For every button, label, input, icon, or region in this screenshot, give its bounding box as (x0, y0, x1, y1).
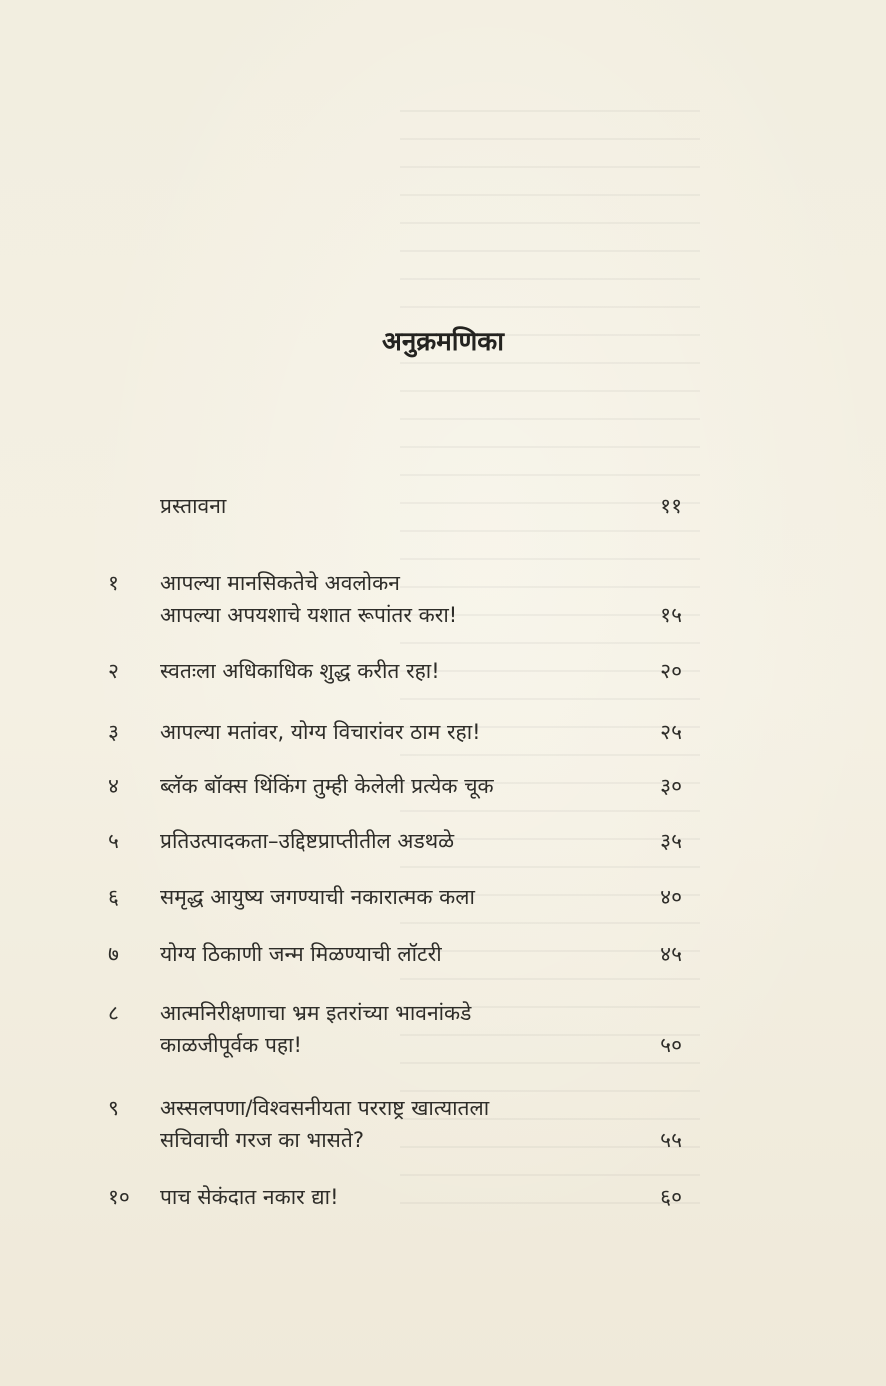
chapter-title-line: काळजीपूर्वक पहा! (160, 1033, 302, 1057)
chapter-title (160, 997, 620, 1061)
chapter-number: ६ (108, 885, 119, 909)
chapter-title (160, 825, 620, 857)
page-number: ३० (660, 774, 682, 798)
page-number: १५ (660, 603, 682, 627)
chapter-title-line: आपल्या मानसिकतेचे अवलोकन (160, 571, 400, 595)
chapter-title-line: ब्लॅक बॉक्स थिंकिंग तुम्ही केलेली प्रत्येक चूक (160, 774, 494, 798)
chapter-title (160, 716, 620, 748)
chapter-title (160, 1092, 620, 1156)
chapter-title-line: पाच सेकंदात नकार द्या! (160, 1185, 339, 1209)
chapter-title-line: आत्मनिरीक्षणाचा भ्रम इतरांच्या भावनांकडे (160, 1001, 472, 1025)
chapter-number: ८ (108, 1001, 119, 1025)
chapter-title-line: प्रस्तावना (160, 494, 227, 518)
chapter-title (160, 655, 620, 687)
page-title: अनुक्रमणिका (381, 327, 505, 357)
chapter-number: १ (108, 571, 119, 595)
chapter-title (160, 881, 620, 913)
page-number: ५५ (660, 1128, 682, 1152)
page-number: ११ (660, 494, 682, 518)
chapter-number: ५ (108, 829, 119, 853)
chapter-number: १० (108, 1185, 130, 1209)
chapter-number: ४ (108, 774, 119, 798)
chapter-title-line: योग्य ठिकाणी जन्म मिळण्याची लॉटरी (160, 942, 442, 966)
page-number: ६० (660, 1185, 682, 1209)
page-number: ३५ (660, 829, 682, 853)
chapter-number: ३ (108, 720, 119, 744)
page-number: २० (660, 659, 682, 683)
chapter-number: २ (108, 659, 119, 683)
chapter-number: ९ (108, 1096, 119, 1120)
chapter-title-line: प्रतिउत्पादकता–उद्दिष्टप्राप्तीतील अडथळे (160, 829, 455, 853)
chapter-title-line: आपल्या अपयशाचे यशात रूपांतर करा! (160, 603, 458, 627)
page-number: ४५ (660, 942, 682, 966)
chapter-title-line: स्वतःला अधिकाधिक शुद्ध करीत रहा! (160, 659, 440, 683)
page-number: ४० (660, 885, 682, 909)
chapter-title-line: अस्सलपणा/विश्वसनीयता परराष्ट्र खात्यातला (160, 1096, 490, 1120)
chapter-title (160, 770, 620, 802)
chapter-title-line: समृद्ध आयुष्य जगण्याची नकारात्मक कला (160, 885, 475, 909)
chapter-title (160, 1181, 620, 1213)
chapter-title (160, 938, 620, 970)
chapter-title (160, 567, 620, 631)
chapter-number: ७ (108, 942, 119, 966)
page-number: ५० (660, 1033, 682, 1057)
page-number: २५ (660, 720, 682, 744)
chapter-title-line: आपल्या मतांवर, योग्य विचारांवर ठाम रहा! (160, 720, 481, 744)
chapter-title-line: सचिवाची गरज का भासते? (160, 1128, 364, 1152)
chapter-title (160, 490, 620, 522)
